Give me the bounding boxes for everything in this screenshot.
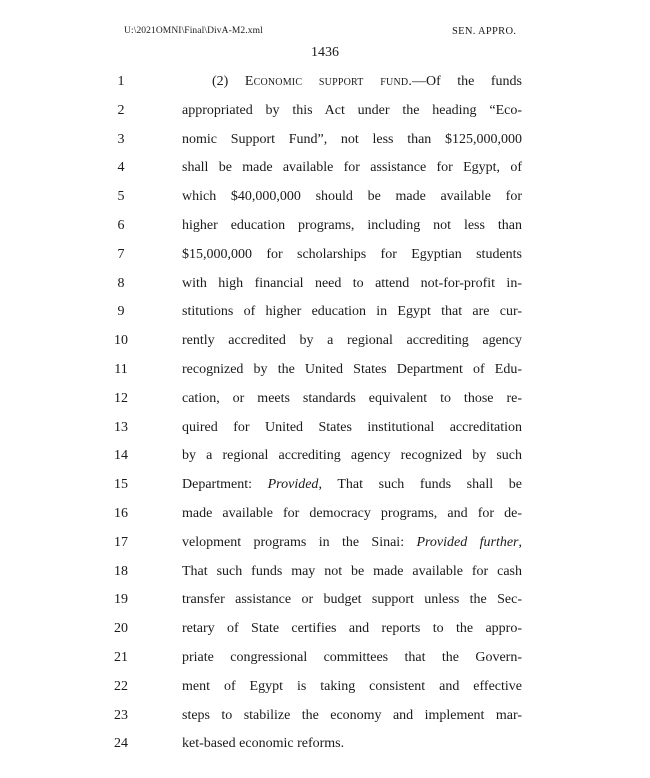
line-number: 8 <box>117 275 125 291</box>
line-number: 9 <box>117 304 125 320</box>
line-number: 22 <box>114 678 128 694</box>
bill-text-body <box>0 70 650 761</box>
section-label: (2) <box>212 74 229 89</box>
text-line <box>0 243 650 272</box>
line-number: 20 <box>114 621 128 637</box>
line-number: 3 <box>117 131 125 147</box>
text-line <box>0 358 650 387</box>
line-number: 4 <box>117 160 125 176</box>
line-number: 7 <box>117 246 125 262</box>
line-number: 5 <box>117 189 125 205</box>
line-text: recognized by the United States Department of Edu- <box>182 361 522 377</box>
line-text: retary of State certifies and reports to the appro- <box>182 621 522 637</box>
text-line <box>0 646 650 675</box>
line-text: made available for democracy programs, and for de- <box>182 505 522 521</box>
line-text: nomic Support Fund”, not less than $125,000,000 <box>182 131 522 147</box>
text-line <box>0 214 650 243</box>
line-text: $15,000,000 for scholarships for Egyptian students <box>182 246 522 262</box>
line-number: 1 <box>117 74 125 89</box>
text-line <box>0 675 650 704</box>
text-line <box>0 732 650 761</box>
line-number: 10 <box>114 333 128 349</box>
line-text: ment of Egypt is taking consistent and effective <box>182 678 522 694</box>
line-number: 18 <box>114 563 128 579</box>
line-number: 16 <box>114 505 128 521</box>
text-line <box>0 70 650 99</box>
text-line <box>0 617 650 646</box>
line-text: transfer assistance or budget support unless the Sec- <box>182 592 522 608</box>
line-text: shall be made available for assistance for Egypt, of <box>182 160 522 176</box>
line-text: priate congressional committees that the Govern- <box>182 649 522 665</box>
text-line <box>0 531 650 560</box>
text-line <box>0 704 650 733</box>
line-number: 17 <box>114 534 128 550</box>
line-number: 19 <box>114 592 128 608</box>
header-file-path: U:\2021OMNI\Final\DivA-M2.xml <box>124 26 263 36</box>
line-text: quired for United States institutional accreditation <box>182 419 522 435</box>
line-text: velopment programs in the Sinai: Provided further, <box>182 534 523 550</box>
header-committee: SEN. APPRO. <box>452 26 517 37</box>
proviso-italic: Provided further <box>416 534 519 550</box>
line-text: (2) Economic support fund.—Of the funds <box>212 74 522 89</box>
section-heading: Economic support fund. <box>244 74 413 89</box>
line-number: 24 <box>114 736 128 752</box>
line-number: 6 <box>117 217 125 233</box>
line-text: higher education programs, including not less than <box>182 217 522 233</box>
text-line <box>0 329 650 358</box>
text-line <box>0 416 650 445</box>
line-number: 13 <box>114 419 128 435</box>
line-text: rently accredited by a regional accrediting agency <box>182 333 522 349</box>
line-number: 21 <box>114 649 128 665</box>
text-line <box>0 502 650 531</box>
text-line <box>0 473 650 502</box>
line-text: That such funds may not be made available for cash <box>182 563 522 579</box>
line-number: 15 <box>114 477 128 493</box>
line-number: 2 <box>117 102 125 118</box>
line-text: steps to stabilize the economy and implement mar- <box>182 707 522 723</box>
line-text: which $40,000,000 should be made available for <box>182 189 522 205</box>
line-number: 14 <box>114 448 128 464</box>
section-heading-dash: — <box>412 74 427 89</box>
line-number: 23 <box>114 707 128 723</box>
text-line <box>0 387 650 416</box>
text-line <box>0 99 650 128</box>
line-text: ket-based economic reforms. <box>182 736 345 752</box>
text-line <box>0 156 650 185</box>
proviso-italic: Provided <box>267 477 319 493</box>
line-text: Department: Provided, That such funds shall be <box>182 477 522 493</box>
text-line <box>0 185 650 214</box>
line-number: 12 <box>114 390 128 406</box>
line-text: with high financial need to attend not-for-profit in- <box>182 275 522 291</box>
text-line <box>0 560 650 589</box>
line-number: 11 <box>114 361 128 377</box>
line-text: by a regional accrediting agency recognized by such <box>182 448 522 464</box>
text-line <box>0 272 650 301</box>
text-line <box>0 588 650 617</box>
page-number: 1436 <box>311 45 339 60</box>
line-text: appropriated by this Act under the heading “Eco- <box>182 102 522 118</box>
line-text: stitutions of higher education in Egypt that are cur- <box>182 304 522 320</box>
line-text: cation, or meets standards equivalent to those re- <box>182 390 522 406</box>
text-line <box>0 300 650 329</box>
text-line <box>0 128 650 157</box>
text-line <box>0 444 650 473</box>
